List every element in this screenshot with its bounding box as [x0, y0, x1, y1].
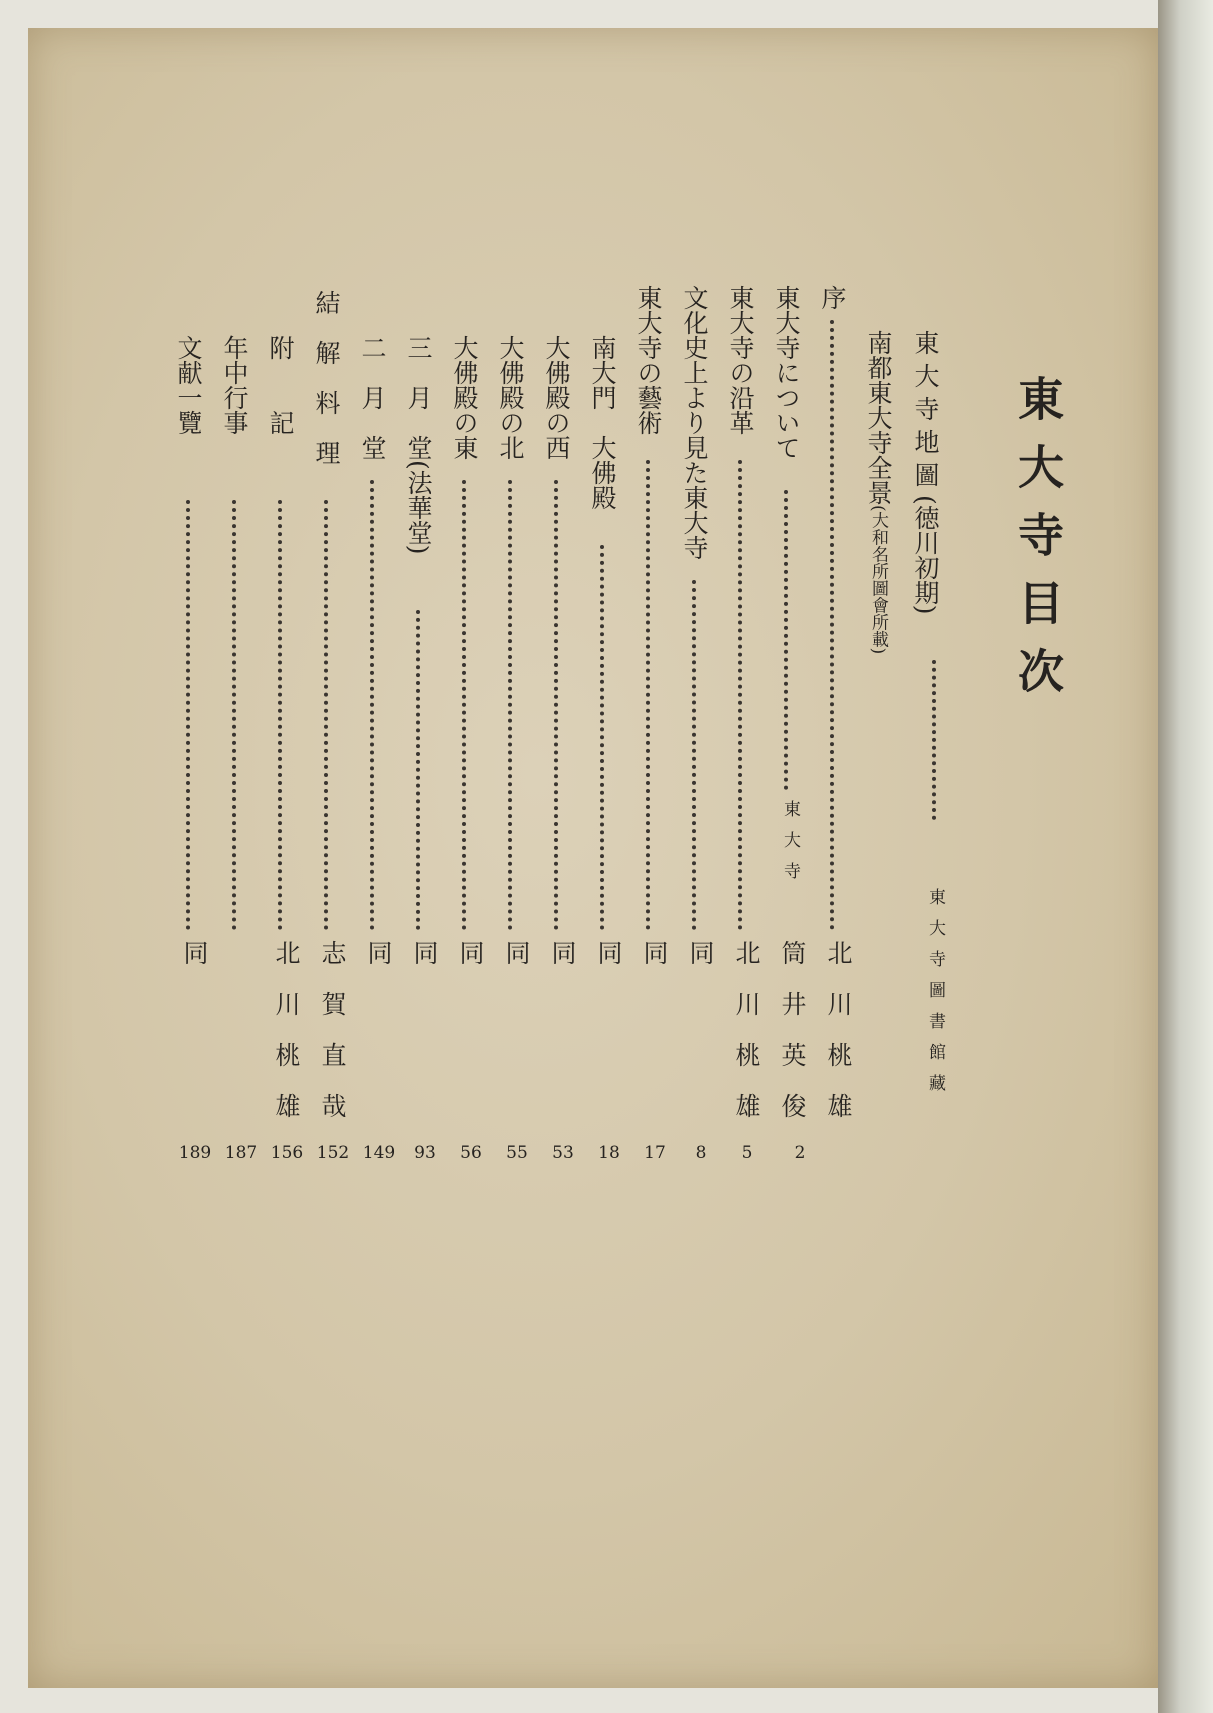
leader-dots [278, 500, 282, 930]
toc-entry-author: 同 [640, 940, 669, 991]
toc-entry-author: 同 [686, 940, 715, 991]
toc-entry-author: 同 [594, 940, 623, 991]
toc-entry-title: 東大寺の藝術 [634, 285, 663, 435]
toc-entry-title: 東大寺の沿革 [726, 285, 755, 435]
toc-entry-page: 2 [794, 1143, 806, 1163]
toc-entry-page: 5 [741, 1143, 753, 1163]
toc-entry-author: 北川桃雄 [824, 940, 853, 1144]
toc-entry-author: 同 [548, 940, 577, 991]
toc-entry-title: 大佛殿の東 [450, 335, 479, 460]
front-map-title [913, 330, 938, 615]
page-title: 東大寺目次 [1011, 375, 1065, 715]
toc-entry-author-prefix: 東大寺 [780, 800, 800, 893]
toc-entry-author: 志賀直哉 [318, 940, 347, 1144]
front-panorama-note: (大和名所圖會所載) [868, 505, 888, 655]
leader-dots [370, 480, 374, 930]
leader-dots [554, 480, 558, 930]
front-map-source: 東大寺圖書館藏 [925, 888, 945, 1105]
toc-entry-author: 同 [502, 940, 531, 991]
leader-dots [600, 545, 604, 930]
toc-entry-title: 序 [818, 285, 847, 310]
leader-dots [508, 480, 512, 930]
leader-dots [784, 490, 788, 790]
toc-entry-author: 筒井英俊 [778, 940, 807, 1144]
toc-entry-page: 156 [270, 1143, 304, 1163]
leader-dots [646, 460, 650, 930]
toc-entry-author: 北川桃雄 [272, 940, 301, 1144]
toc-entry-page: 189 [178, 1143, 212, 1163]
book-edge [1158, 0, 1213, 1713]
leader-dots [692, 580, 696, 930]
leader-dots [416, 610, 420, 930]
front-map-note: (徳川初期) [911, 495, 940, 615]
toc-entry-author: 同 [456, 940, 485, 991]
toc-entry-title: 結 解 料 理 [312, 290, 341, 465]
toc-entry-title: 二 月 堂 [358, 335, 387, 460]
book-page [28, 28, 1158, 1688]
toc-entry-page: 8 [695, 1143, 707, 1163]
leader-dots [232, 500, 236, 930]
toc-entry-page: 149 [362, 1143, 396, 1163]
toc-entry-page: 53 [552, 1143, 574, 1163]
toc-entry-page: 187 [224, 1143, 258, 1163]
toc-entry-page: 56 [460, 1143, 482, 1163]
toc-entry-title: 南大門 大佛殿 [588, 335, 617, 510]
toc-entry-author: 同 [410, 940, 439, 991]
leader-dots [324, 500, 328, 930]
leader-dots [830, 320, 834, 930]
toc-entry-page: 55 [506, 1143, 528, 1163]
leader-dots [186, 500, 190, 930]
toc-entry-page: 93 [414, 1143, 436, 1163]
toc-entry-title: 大佛殿の西 [542, 335, 571, 460]
front-panorama-title [866, 330, 891, 654]
front-panorama-name: 南都東大寺全景 [864, 330, 893, 505]
toc-entry-title: 附 記 [266, 335, 295, 435]
leader-dots [462, 480, 466, 930]
toc-entry-author: 同 [180, 940, 209, 991]
toc-entry-page: 18 [598, 1143, 620, 1163]
toc-entry-title: 文化史上より見た東大寺 [680, 285, 709, 560]
leader-dots [738, 460, 742, 930]
leader-dots [932, 660, 936, 820]
toc-entry-title: 年中行事 [220, 335, 249, 435]
toc-entry-page: 17 [644, 1143, 666, 1163]
toc-entry-page: 152 [316, 1143, 350, 1163]
toc-entry-title: 文献一覽 [174, 335, 203, 435]
toc-entry-title: 大佛殿の北 [496, 335, 525, 460]
toc-entry-title: 三 月 堂(法華堂) [404, 335, 433, 555]
toc-entry-title: 東大寺について [772, 285, 801, 460]
toc-entry-author: 北川桃雄 [732, 940, 761, 1144]
toc-entry-author: 同 [364, 940, 393, 991]
front-map-name: 東大寺地圖 [911, 330, 940, 495]
